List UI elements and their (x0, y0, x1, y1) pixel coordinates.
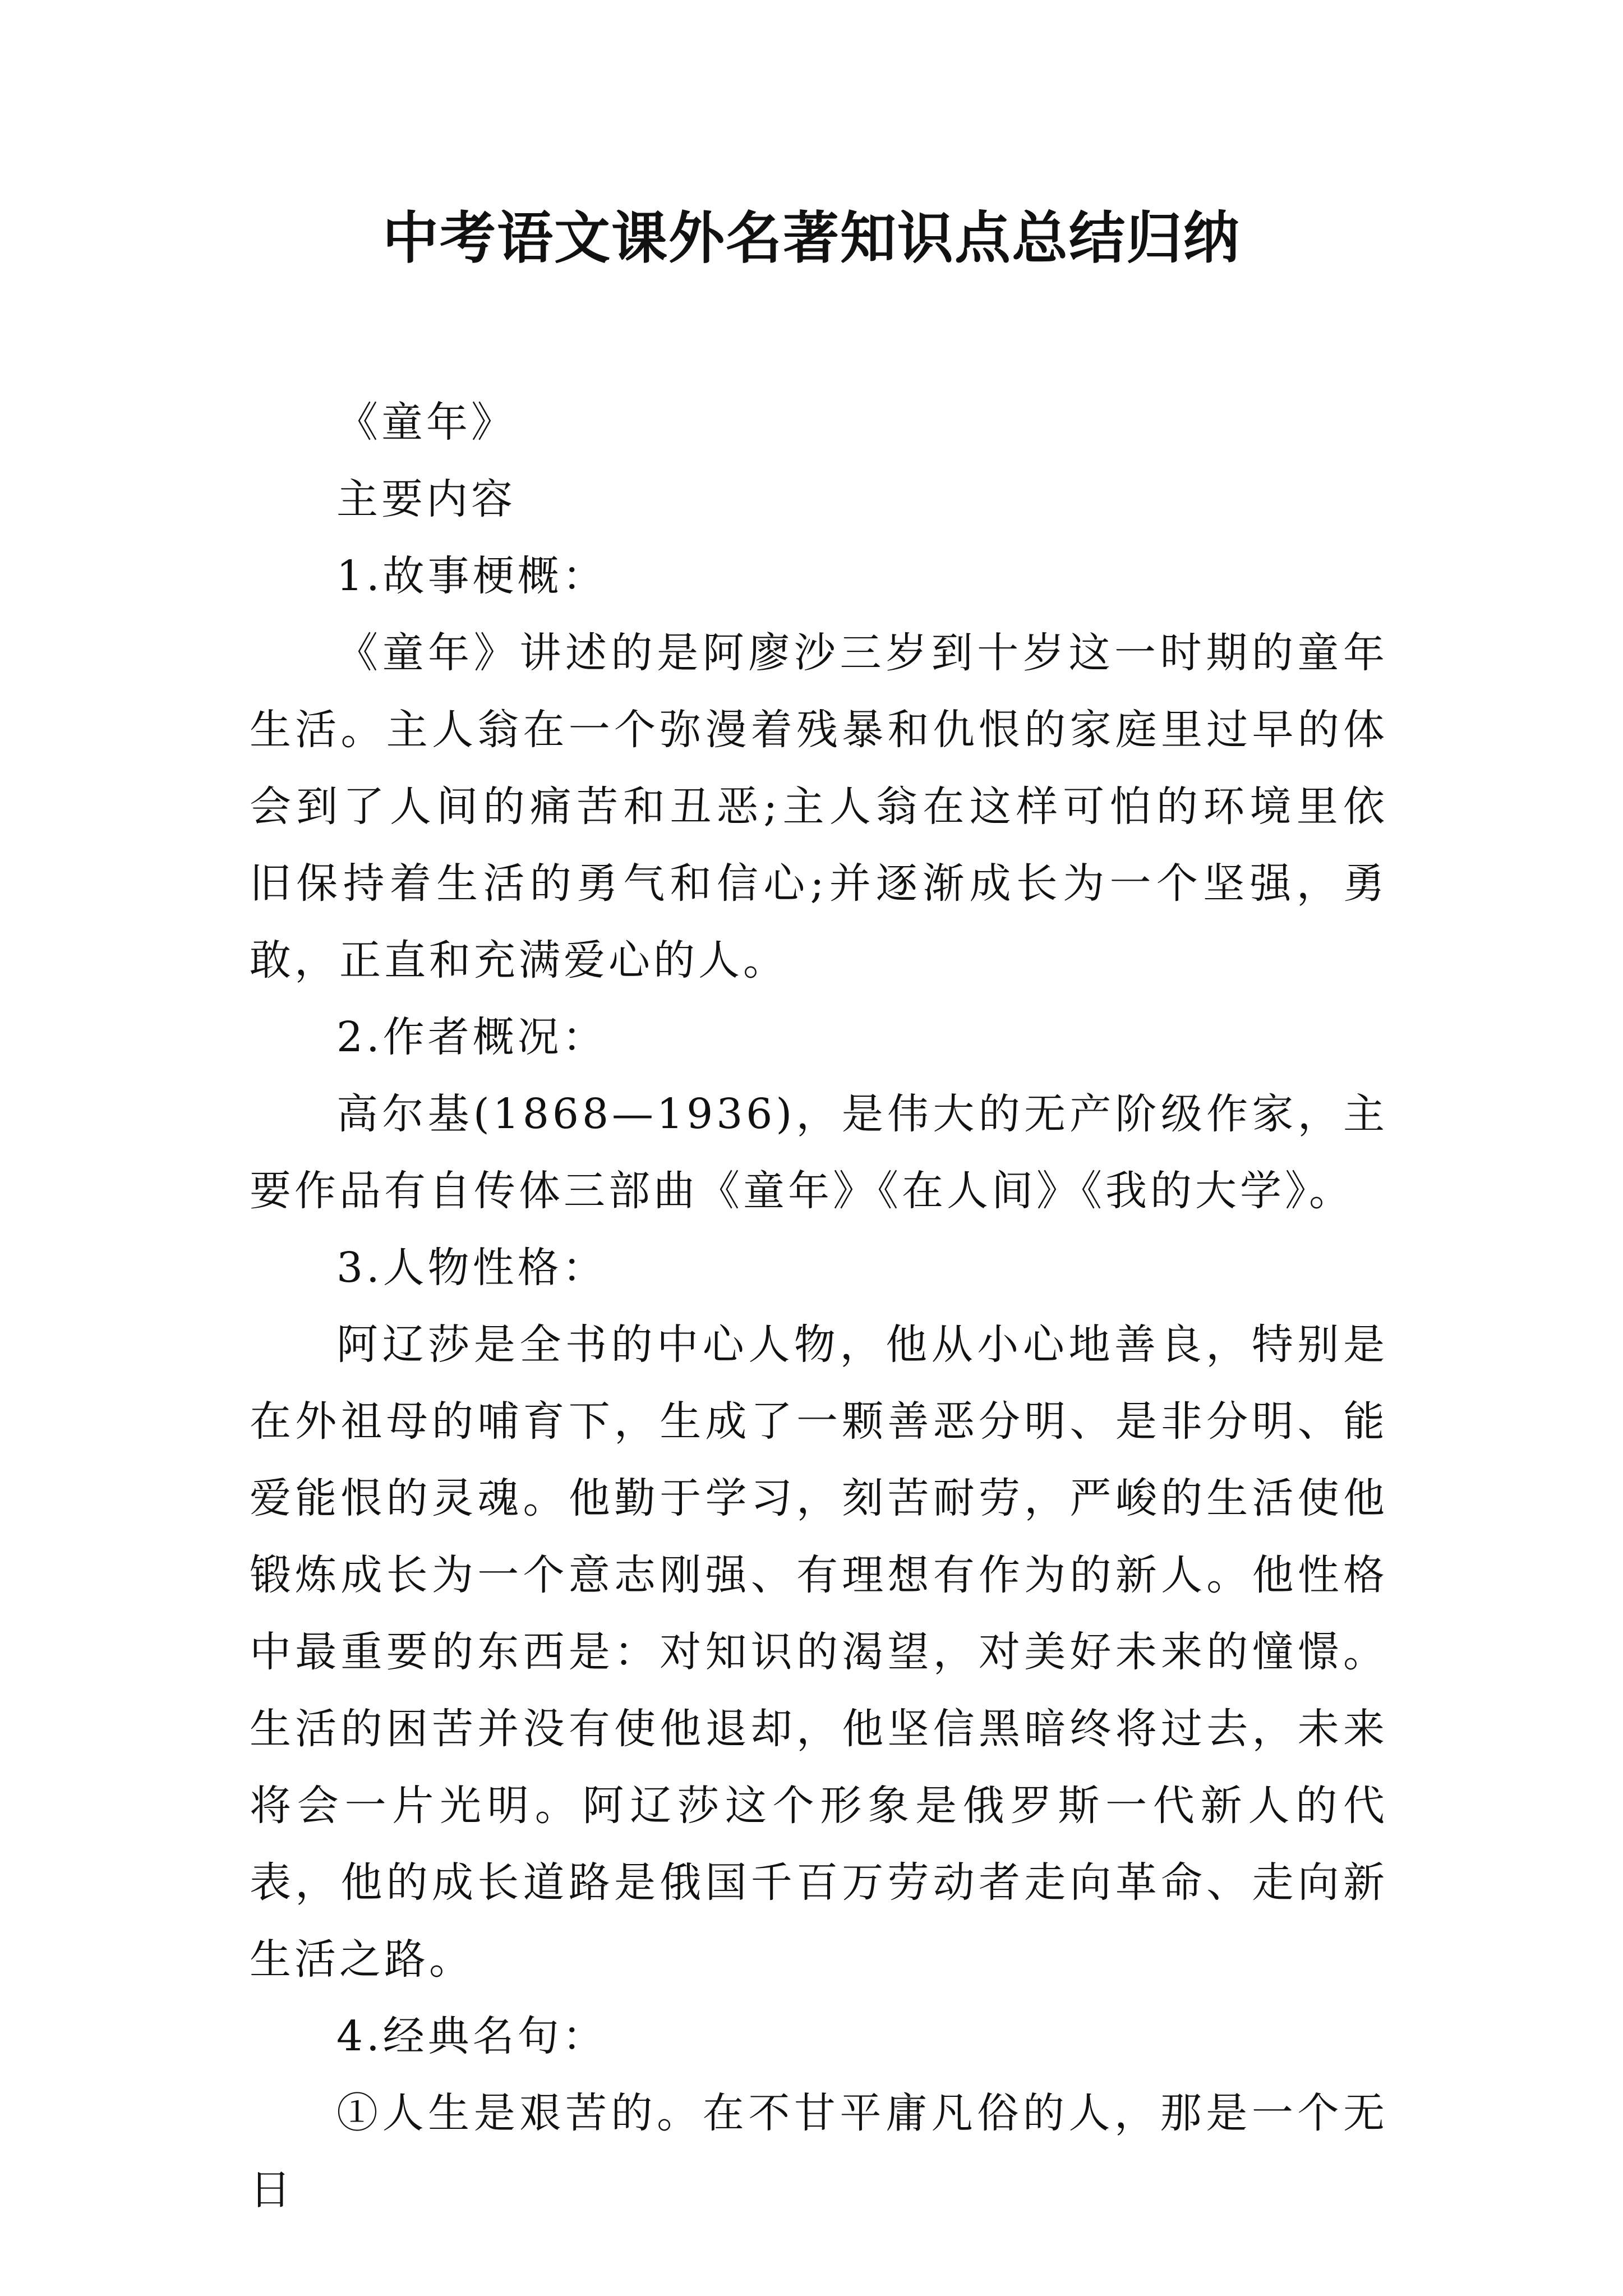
paragraph-story-outline: 《童年》讲述的是阿廖沙三岁到十岁这一时期的童年生活。主人翁在一个弥漫着残暴和仇恨的家庭里过早的体会到了人间的痛苦和丑恶;主人翁在这样可怕的环境里依旧保持着生活的勇气和信心;并逐渐成长为一个坚强，勇敢，正直和充满爱心的人。 (250, 629, 1388, 984)
paragraph-classic-quote-1: ①人生是艰苦的。在不甘平庸凡俗的人，那是一个无日 (250, 2089, 1388, 2214)
paragraph-character-traits: 阿辽莎是全书的中心人物，他从小心地善良，特别是在外祖母的哺育下，生成了一颗善恶分明、是非分明、能爱能恨的灵魂。他勤于学习，刻苦耐劳，严峻的生活使他锻炼成长为一个意志刚强、有理想有作为的新人。他性格中最重要的东西是：对知识的渴望，对美好未来的憧憬。生活的困苦并没有使他退却，他坚信黑暗终将过去，未来将会一片光明。阿辽莎这个形象是俄罗斯一代新人的代表，他的成长道路是俄国千百万劳动者走向革命、走向新生活之路。 (250, 1320, 1388, 1984)
subheading-classic-quotes: 4.经典名句： (336, 2012, 607, 2060)
subheading-character-traits: 3.人物性格： (336, 1244, 607, 1292)
section-heading-main-content: 主要内容 (336, 475, 516, 523)
subheading-story-outline: 1.故事梗概： (336, 552, 607, 600)
subheading-author-overview: 2.作者概况： (336, 1013, 607, 1061)
paragraph-author-overview: 高尔基(1868—1936)，是伟大的无产阶级作家，主要作品有自传体三部曲《童年》《在人间》《我的大学》。 (250, 1090, 1388, 1215)
document-body (250, 384, 1388, 2229)
section-heading-book-title: 《童年》 (336, 398, 516, 447)
document-title: 中考语文课外名著知识点总结归纳 (382, 205, 1241, 271)
